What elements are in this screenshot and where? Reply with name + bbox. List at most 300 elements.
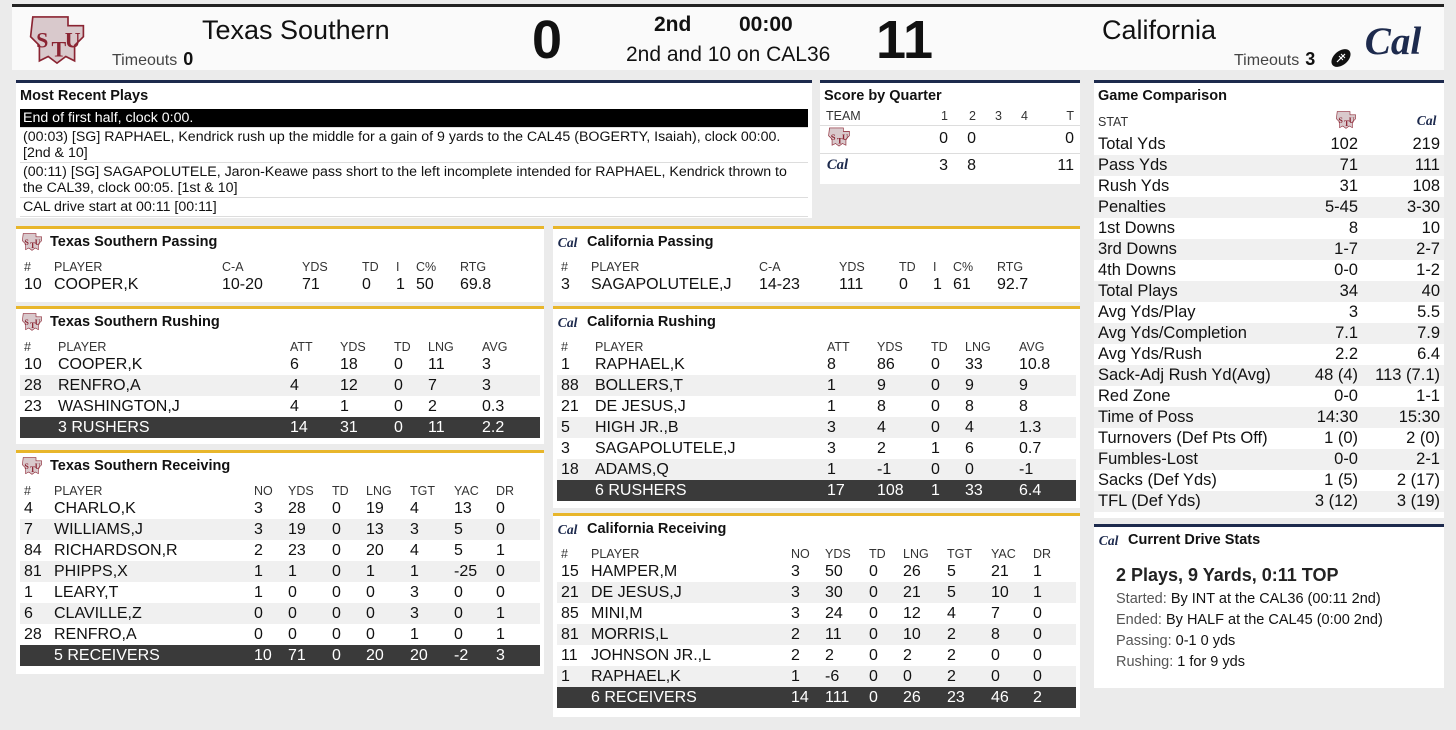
away-team-name: California — [1102, 15, 1217, 45]
game-quarter: 2nd — [654, 13, 692, 36]
table-cell: WILLIAMS,J — [54, 519, 254, 540]
game-comparison-panel — [1094, 80, 1444, 518]
table-cell: 0 — [899, 275, 908, 293]
table-cell: 0 — [366, 583, 375, 601]
column-header: I — [396, 259, 400, 274]
comparison-cal-value: 113 (7.1) — [1358, 365, 1444, 386]
column-header: YDS — [340, 339, 366, 354]
table-cell: 1 — [1033, 562, 1042, 580]
column-header: PLAYER — [54, 483, 103, 498]
table-cell: CHARLO,K — [54, 499, 136, 517]
table-cell: 6 — [20, 603, 54, 624]
column-header: PLAYER — [58, 339, 107, 354]
table-cell — [557, 480, 595, 501]
table-cell: 30 — [825, 582, 869, 603]
column-header: # — [24, 339, 31, 354]
table-cell: 0 — [869, 604, 878, 622]
home-timeouts-label: Timeouts — [112, 52, 178, 69]
table-cell: 6.4 — [1019, 480, 1076, 501]
table-cell: 0.7 — [1019, 439, 1042, 457]
table-cell: 2 — [947, 624, 991, 645]
table-cell: DE JESUS,J — [595, 397, 686, 415]
column-header: TD — [394, 339, 411, 354]
column-header: PLAYER — [591, 546, 640, 561]
column-header: LNG — [366, 483, 392, 498]
table-cell: 1 — [254, 561, 288, 582]
table-cell: 13 — [366, 519, 410, 540]
scoreboard — [12, 4, 1444, 70]
table-cell: 8 — [991, 624, 1033, 645]
column-header: C-A — [222, 259, 244, 274]
comparison-stat-label: Time of Poss — [1094, 407, 1278, 428]
table-row — [557, 561, 1076, 582]
table-cell: 12 — [903, 604, 921, 622]
table-cell: 11 — [428, 355, 445, 373]
tsu-passing-panel — [16, 226, 544, 302]
table-cell: SAGAPOLUTELE,J — [595, 439, 736, 457]
table-cell: 69.8 — [460, 275, 492, 293]
column-header: PLAYER — [54, 259, 103, 274]
table-cell: 81 — [557, 624, 591, 645]
comparison-row — [1094, 260, 1444, 281]
table-row — [557, 396, 1076, 417]
sbq-cell — [976, 153, 1002, 179]
table-cell: PHIPPS,X — [54, 561, 254, 582]
drive-started-label: Started: — [1116, 591, 1167, 607]
drive-started-value: By INT at the CAL36 (00:11 2nd) — [1170, 591, 1381, 607]
table-cell: 1 — [366, 561, 410, 582]
table-cell: 2 — [877, 439, 886, 457]
table-cell: 1 — [496, 541, 505, 559]
away-timeouts-value: 3 — [1305, 49, 1316, 69]
column-header: # — [24, 259, 31, 274]
table-cell: 92.7 — [997, 275, 1029, 293]
table-cell: LEARY,T — [54, 583, 119, 601]
table-cell: 9 — [877, 375, 931, 396]
table-cell: 0 — [931, 459, 965, 480]
table-cell: 4 — [410, 541, 419, 559]
column-header: ATT — [827, 339, 850, 354]
column-header: LNG — [428, 339, 454, 354]
cal-receiving-title: California Receiving — [587, 521, 727, 537]
table-cell: 0 — [931, 397, 940, 415]
table-cell: 28 — [20, 375, 58, 396]
table-cell: 0 — [394, 375, 428, 396]
table-row — [557, 582, 1076, 603]
table-cell: 26 — [903, 687, 947, 708]
table-cell: 0 — [931, 355, 940, 373]
comparison-cal-value: 1-2 — [1416, 261, 1440, 279]
column-header: TD — [931, 339, 948, 354]
table-cell: 0 — [496, 561, 540, 582]
table-cell: 3 — [791, 562, 800, 580]
table-cell: JOHNSON JR.,L — [591, 646, 712, 664]
column-header: PLAYER — [595, 339, 644, 354]
table-cell: 8 — [827, 355, 836, 373]
cal-logo-icon — [1416, 111, 1440, 129]
home-team-name: Texas Southern — [202, 15, 390, 45]
table-total-row — [20, 417, 540, 438]
comparison-cal-value: 10 — [1421, 219, 1440, 237]
table-cell: 5 — [947, 582, 991, 603]
column-header: C-A — [759, 259, 781, 274]
table-cell: 15 — [561, 562, 579, 580]
table-cell: 0 — [496, 499, 505, 517]
table-cell: 14-23 — [759, 275, 800, 293]
down-and-distance: 2nd and 10 on CAL36 — [626, 43, 831, 66]
table-cell: 1 — [827, 459, 877, 480]
table-cell: 88 — [557, 375, 595, 396]
drive-ended — [1094, 607, 1444, 628]
comparison-row — [1094, 323, 1444, 344]
table-cell: BOLLERS,T — [595, 375, 827, 396]
table-cell: 111 — [839, 275, 864, 293]
table-cell: 0 — [965, 459, 1019, 480]
table-cell: 85 — [561, 604, 579, 622]
comparison-stat-label: Rush Yds — [1098, 177, 1170, 195]
table-cell: 21 — [903, 582, 947, 603]
column-header: YDS — [877, 339, 903, 354]
table-cell: 0 — [332, 541, 341, 559]
comparison-row — [1094, 407, 1444, 428]
comparison-stat-label: 1st Downs — [1098, 219, 1176, 237]
recent-plays-title: Most Recent Plays — [20, 88, 149, 104]
sbq-cell — [1002, 125, 1028, 153]
table-cell: -25 — [454, 561, 496, 582]
table-cell: ADAMS,Q — [595, 459, 827, 480]
comparison-cal-value: 1-1 — [1416, 387, 1440, 405]
table-cell: 0 — [332, 625, 341, 643]
cal-logo-icon[interactable] — [1362, 11, 1432, 69]
tsu-logo-icon — [1334, 109, 1358, 131]
comparison-tsu-value: 1 (0) — [1324, 429, 1358, 447]
table-cell: 2 — [947, 666, 991, 687]
comparison-cal-value: 3 (19) — [1358, 491, 1444, 512]
table-cell: 0 — [454, 583, 463, 601]
table-cell: 6 — [290, 355, 299, 373]
cal-receiving-panel — [553, 513, 1080, 717]
comparison-cal-value: 6.4 — [1417, 345, 1440, 363]
table-cell: 81 — [20, 561, 54, 582]
table-row — [557, 645, 1076, 666]
drive-started — [1094, 586, 1444, 607]
comparison-cal-value: 108 — [1412, 177, 1440, 195]
table-cell: 10 — [24, 355, 42, 373]
table-cell: 0 — [288, 603, 332, 624]
table-cell: 0 — [903, 666, 947, 687]
column-header: YAC — [454, 483, 479, 498]
tsu-logo-icon[interactable] — [22, 11, 92, 69]
table-cell: 11 — [825, 624, 869, 645]
comparison-row — [1094, 281, 1444, 302]
comparison-stat-label: Pass Yds — [1094, 155, 1278, 176]
table-cell: 21 — [561, 397, 579, 415]
table-cell: 0 — [288, 625, 297, 643]
cal-rushing-title: California Rushing — [587, 314, 716, 330]
comparison-tsu-value: 1 (5) — [1324, 471, 1358, 489]
table-cell: 14 — [791, 687, 825, 708]
column-header: NO — [791, 546, 810, 561]
table-cell: 21 — [557, 582, 591, 603]
table-cell: 23 — [947, 687, 991, 708]
table-cell: 33 — [965, 480, 1019, 501]
play-item: CAL drive start at 00:11 [00:11] — [20, 198, 808, 217]
cal-passing-panel — [553, 226, 1080, 302]
column-header: DR — [496, 483, 515, 498]
table-cell: 2 — [825, 646, 834, 664]
comparison-row — [1094, 155, 1444, 176]
table-cell: 0 — [254, 625, 263, 643]
table-cell: 111 — [825, 687, 869, 708]
sbq-header-q1: 1 — [941, 108, 948, 123]
table-cell: 3 — [827, 439, 836, 457]
sbq-cell: 11 — [1028, 153, 1080, 179]
table-cell: 18 — [557, 459, 595, 480]
sbq-row-tsu — [820, 125, 1080, 153]
table-cell: 0 — [496, 583, 505, 601]
table-cell: 1 — [933, 275, 942, 293]
cal-logo-icon — [557, 233, 581, 251]
table-cell: 19 — [288, 519, 332, 540]
play-item: (00:11) [SG] SAGAPOLUTELE, Jaron-Keawe pass short to the left incomplete intended for RAPHAEL, Kendrick thrown to the CAL39, clock 00:05. [1st & 10] — [20, 163, 808, 198]
table-total-row — [20, 645, 540, 666]
comparison-cal-value: 7.9 — [1358, 323, 1444, 344]
column-header: TD — [899, 259, 916, 274]
table-cell: 0 — [931, 417, 965, 438]
table-cell: 0 — [931, 375, 965, 396]
column-header: AVG — [482, 339, 508, 354]
tsu-logo-icon — [20, 231, 44, 253]
comparison-cal-value: 219 — [1412, 135, 1440, 153]
comparison-row — [1094, 386, 1444, 407]
comparison-stat-label: Avg Yds/Play — [1098, 303, 1196, 321]
comparison-row — [1094, 239, 1444, 260]
sbq-cell: 0 — [948, 125, 976, 153]
column-header: DR — [1033, 546, 1052, 561]
table-cell: 0 — [1033, 666, 1076, 687]
table-row — [557, 274, 1076, 295]
table-cell: 10 — [254, 645, 288, 666]
comparison-cal-value: 111 — [1358, 155, 1444, 176]
table-row — [557, 417, 1076, 438]
column-header: TGT — [410, 483, 435, 498]
comparison-stat-label: Fumbles-Lost — [1094, 449, 1278, 470]
table-cell: 4 — [290, 397, 299, 415]
table-cell: 0.3 — [482, 397, 505, 415]
column-header: PLAYER — [591, 259, 640, 274]
sbq-cell — [976, 125, 1002, 153]
tsu-logo-icon — [826, 126, 852, 148]
table-cell: 10 — [24, 275, 42, 293]
comparison-tsu-value: 0-0 — [1334, 387, 1358, 405]
table-cell: 0 — [332, 519, 366, 540]
cal-passing-title: California Passing — [587, 234, 714, 250]
column-header: C% — [416, 259, 437, 274]
table-cell: MINI,M — [591, 604, 643, 622]
tsu-receiving-panel — [16, 450, 544, 674]
comparison-tsu-value: 0-0 — [1334, 261, 1358, 279]
comparison-tsu-value: 3 (12) — [1278, 491, 1358, 512]
table-row — [20, 519, 540, 540]
drive-rushing-value: 1 for 9 yds — [1177, 654, 1245, 670]
table-cell: -6 — [825, 666, 869, 687]
comparison-row — [1094, 428, 1444, 449]
column-header: # — [561, 546, 568, 561]
tsu-receiving-title: Texas Southern Receiving — [50, 458, 231, 474]
table-cell: 20 — [366, 645, 410, 666]
table-cell: 0 — [1033, 624, 1076, 645]
home-score: 0 — [532, 10, 563, 70]
comparison-row — [1094, 218, 1444, 239]
table-cell: 50 — [825, 562, 843, 580]
sbq-cell: 0 — [1028, 125, 1080, 153]
table-cell: 10 — [991, 582, 1033, 603]
table-cell: 6 RECEIVERS — [591, 687, 791, 708]
drive-summary: 2 Plays, 9 Yards, 0:11 TOP — [1116, 565, 1339, 585]
tsu-rushing-title: Texas Southern Rushing — [50, 314, 220, 330]
drive-rushing — [1094, 649, 1444, 670]
column-header: C% — [953, 259, 974, 274]
comparison-cal-value: 2-7 — [1358, 239, 1444, 260]
table-cell: 3 — [482, 375, 540, 396]
comparison-stat-label: Sack-Adj Rush Yd(Avg) — [1094, 365, 1278, 386]
table-cell: 0 — [288, 583, 297, 601]
tsu-rushing-panel — [16, 306, 544, 444]
table-cell: 7 — [20, 519, 54, 540]
table-cell: 0 — [869, 646, 878, 664]
table-cell: 0 — [869, 582, 903, 603]
table-cell: 3 — [496, 645, 540, 666]
comparison-row — [1094, 344, 1444, 365]
comparison-tsu-value: 0-0 — [1278, 449, 1358, 470]
table-cell: 84 — [24, 541, 42, 559]
table-cell: 2.2 — [482, 417, 540, 438]
play-item: End of first half, clock 0:00. — [20, 109, 808, 128]
table-cell: 6 RUSHERS — [595, 480, 827, 501]
table-cell: 18 — [340, 355, 358, 373]
table-cell: 20 — [366, 541, 384, 559]
table-cell: 2 — [1033, 687, 1076, 708]
table-row — [20, 603, 540, 624]
cal-logo-icon — [557, 313, 581, 331]
table-cell: 28 — [288, 499, 306, 517]
table-cell: 26 — [903, 562, 921, 580]
table-cell: 0 — [1033, 604, 1042, 622]
comparison-cal-value: 3-30 — [1358, 197, 1444, 218]
table-cell: 2 — [254, 541, 263, 559]
table-cell: 21 — [991, 562, 1009, 580]
table-cell: 12 — [340, 375, 394, 396]
drive-passing-label: Passing: — [1116, 633, 1172, 649]
game-comparison-title: Game Comparison — [1098, 88, 1227, 104]
table-cell: 0 — [394, 397, 403, 415]
comparison-row — [1094, 302, 1444, 323]
table-cell: 4 — [965, 417, 1019, 438]
table-cell: DE JESUS,J — [591, 582, 791, 603]
table-cell: 0 — [991, 646, 1000, 664]
table-cell: 10.8 — [1019, 355, 1051, 373]
table-cell: 1 — [827, 375, 877, 396]
table-cell: 0 — [869, 666, 903, 687]
column-header: TD — [332, 483, 349, 498]
table-cell: 3 — [254, 519, 288, 540]
table-cell: 11 — [428, 417, 482, 438]
table-cell: 1 — [561, 355, 570, 373]
table-cell: 46 — [991, 687, 1033, 708]
tsu-passing-title: Texas Southern Passing — [50, 234, 218, 250]
comparison-stat-label: 4th Downs — [1098, 261, 1176, 279]
table-cell: 6 — [965, 439, 974, 457]
cal-logo-icon — [557, 520, 581, 538]
table-cell: 1 — [931, 439, 940, 457]
table-cell: 3 — [410, 519, 454, 540]
table-row — [20, 396, 540, 417]
table-cell: 1.3 — [1019, 417, 1076, 438]
table-cell: 4 — [947, 604, 956, 622]
sbq-header-q3: 3 — [995, 108, 1002, 123]
comparison-row — [1094, 365, 1444, 386]
drive-rushing-label: Rushing: — [1116, 654, 1174, 670]
comparison-cal-value: 15:30 — [1358, 407, 1444, 428]
table-cell: 8 — [965, 397, 974, 415]
table-row — [20, 540, 540, 561]
tsu-logo-icon — [20, 311, 44, 333]
comparison-row — [1094, 176, 1444, 197]
sbq-header-q4: 4 — [1021, 108, 1028, 123]
table-row — [557, 603, 1076, 624]
table-cell: 19 — [366, 499, 384, 517]
column-header: ATT — [290, 339, 313, 354]
comparison-stat-label: 3rd Downs — [1094, 239, 1278, 260]
table-row — [20, 354, 540, 375]
table-cell: 33 — [965, 355, 983, 373]
current-drive-panel — [1094, 524, 1444, 688]
table-cell: 2 — [903, 646, 912, 664]
column-header: TD — [362, 259, 379, 274]
table-cell: 0 — [332, 603, 366, 624]
game-clock: 00:00 — [739, 13, 793, 36]
column-header: AVG — [1019, 339, 1045, 354]
table-cell: 2 — [428, 397, 437, 415]
table-cell: 1 — [1033, 582, 1076, 603]
recent-plays-panel — [16, 80, 812, 218]
table-cell: -1 — [877, 459, 931, 480]
column-header: # — [561, 339, 568, 354]
table-cell: 7 — [991, 604, 1000, 622]
table-cell: 3 — [791, 582, 825, 603]
comparison-stat-label: Sacks (Def Yds) — [1098, 471, 1217, 489]
table-cell: 0 — [394, 417, 428, 438]
table-cell: 24 — [825, 604, 843, 622]
table-cell: 23 — [288, 541, 306, 559]
table-cell: 8 — [877, 397, 886, 415]
table-cell: 17 — [827, 480, 877, 501]
column-header: YDS — [839, 259, 865, 274]
away-timeouts-label: Timeouts — [1234, 52, 1300, 69]
table-cell: 4 — [877, 417, 931, 438]
comparison-tsu-value: 14:30 — [1278, 407, 1358, 428]
comparison-tsu-value: 34 — [1278, 281, 1358, 302]
comparison-cal-value: 2 (17) — [1396, 471, 1440, 489]
comparison-stat-label: Red Zone — [1098, 387, 1171, 405]
table-cell: RENFRO,A — [54, 625, 137, 643]
table-cell: 108 — [877, 480, 931, 501]
drive-passing-value: 0-1 0 yds — [1175, 633, 1236, 649]
comparison-tsu-value: 2.2 — [1335, 345, 1358, 363]
column-header: YDS — [302, 259, 328, 274]
table-cell: 20 — [410, 645, 454, 666]
table-cell: 5 — [454, 519, 496, 540]
